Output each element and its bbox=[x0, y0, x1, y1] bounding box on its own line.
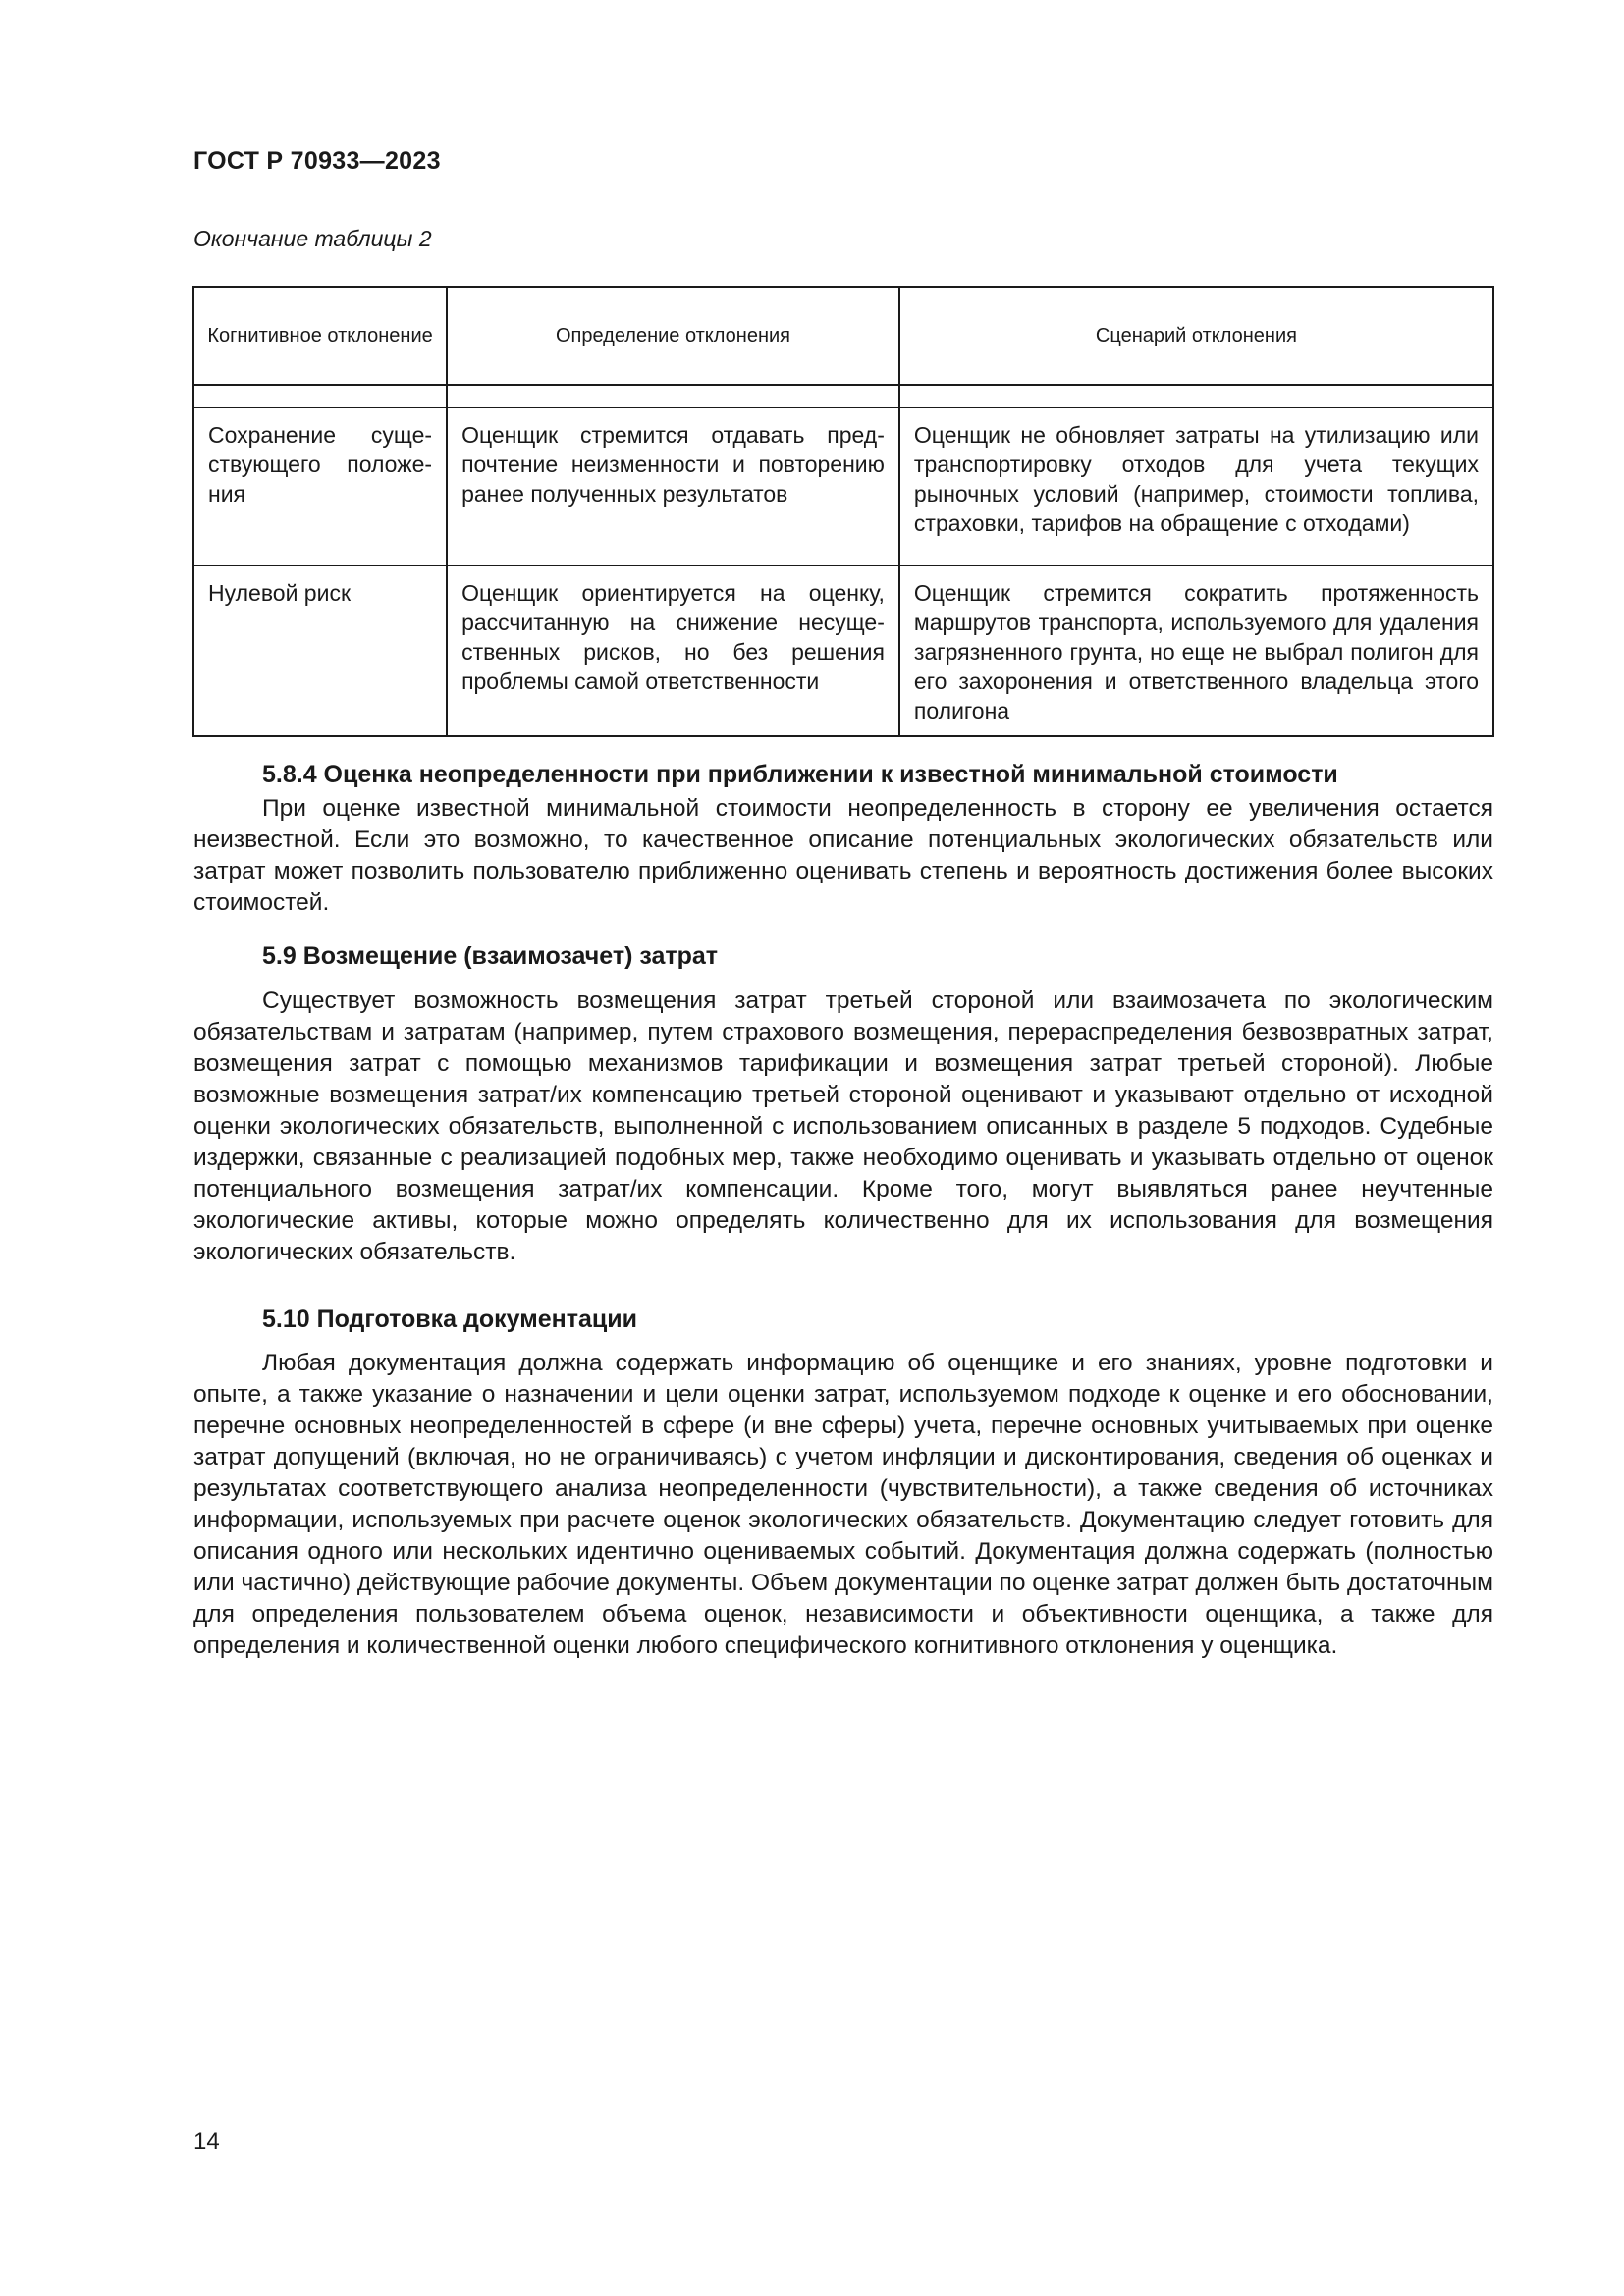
section-heading-5-9: 5.9 Возмещение (взаимозачет) затрат bbox=[262, 942, 719, 970]
section-text-5-8-4: При оценке известной минимальной стоимости неопределенность в сторону ее увеличения остается неизвестной. Если это возможно, то качественное описание потенциальных экологических обязательств или затрат может позволить пользователю приближенно оценивать степень и вероятность достижения более высоких стоимостей. bbox=[193, 795, 1493, 916]
document-header: ГОСТ Р 70933—2023 bbox=[193, 147, 441, 175]
cell-bias: Сохранение существующего положения bbox=[193, 408, 447, 566]
section-heading-5-10: 5.10 Подготовка документации bbox=[262, 1306, 638, 1333]
table-row bbox=[193, 566, 1493, 737]
column-header-definition: Определение отклонения bbox=[447, 287, 899, 385]
page-number: 14 bbox=[193, 2128, 220, 2155]
table-header-row bbox=[193, 287, 1493, 385]
cell-scenario: Оценщик не обновляет затраты на утилизацию или транспортировку отходов для учета текущих рыночных условий (например, стоимости топлива, страховки, тарифов на обращение с отходами) bbox=[899, 408, 1493, 566]
table-row bbox=[193, 408, 1493, 566]
section-heading-5-8-4: 5.8.4 Оценка неопределенности при приближении к известной минимальной стоимости bbox=[262, 761, 1338, 788]
cell-definition: Оценщик ориентируется на оценку, рассчитанную на снижение несущественных рисков, но без решения проблемы самой ответственности bbox=[447, 566, 899, 737]
cell-scenario: Оценщик стремится сократить протяженность маршрутов транспорта, используемого для удаления загрязненного грунта, но еще не выбрал полигон для его захоронения и ответственного владельца этого полигона bbox=[899, 566, 1493, 737]
column-header-scenario: Сценарий отклонения bbox=[899, 287, 1493, 385]
section-text-5-10: Любая документация должна содержать информацию об оценщике и его знаниях, уровне подготовки и опыте, а также указание о назначении и цели оценки затрат, используемом подходе к оценке и его обосновании, перечне основных неопределенностей в сфере (и вне сферы) учета, перечне основных учитываемых при оценке затрат допущений (включая, но не ограничиваясь) с учетом инфляции и дисконтирования, сведения об оценках и результатах соответствующего анализа неопределенности (чувствительности), а также сведения об источниках информации, используемых при расчете оценок экологических обязательств. Документацию следует готовить для описания одного или нескольких идентично оцениваемых событий. Документация должна содержать (полностью или частично) действующие рабочие документы. Объем документации по оценке затрат должен быть достаточным для определения пользователем объема оценок, независимости и объективности оценщика, а также для определения и количественной оценки любого специфического когнитивного отклонения у оценщика. bbox=[193, 1350, 1493, 1659]
cell-bias: Нулевой риск bbox=[193, 566, 447, 737]
deviations-table bbox=[192, 286, 1494, 737]
column-header-bias: Когнитивное отклонение bbox=[193, 287, 447, 385]
cell-definition: Оценщик стремится отдавать предпочтение неизменности и повторению ранее полученных результатов bbox=[447, 408, 899, 566]
section-text-5-9: Существует возможность возмещения затрат третьей стороной или взаимозачета по экологическим обязательствам и затратам (например, путем страхового возмещения, перераспределения безвозвратных затрат, возмещения затрат с помощью механизмов тарификации и возмещения затрат третьей стороной). Любые возможные возмещения затрат/их компенсацию третьей стороной оценивают и указывают отдельно от исходной оценки экологических обязательств, выполненной с использованием описанных в разделе 5 подходов. Судебные издержки, связанные с реализацией подобных мер, также необходимо оценивать и указывать отдельно от оценок потенциального возмещения затрат/их компенсации. Кроме того, могут выявляться ранее неучтенные экологические активы, которые можно определять количественно для их использования для возмещения экологических обязательств. bbox=[193, 988, 1493, 1265]
table-caption: Окончание таблицы 2 bbox=[193, 226, 432, 251]
